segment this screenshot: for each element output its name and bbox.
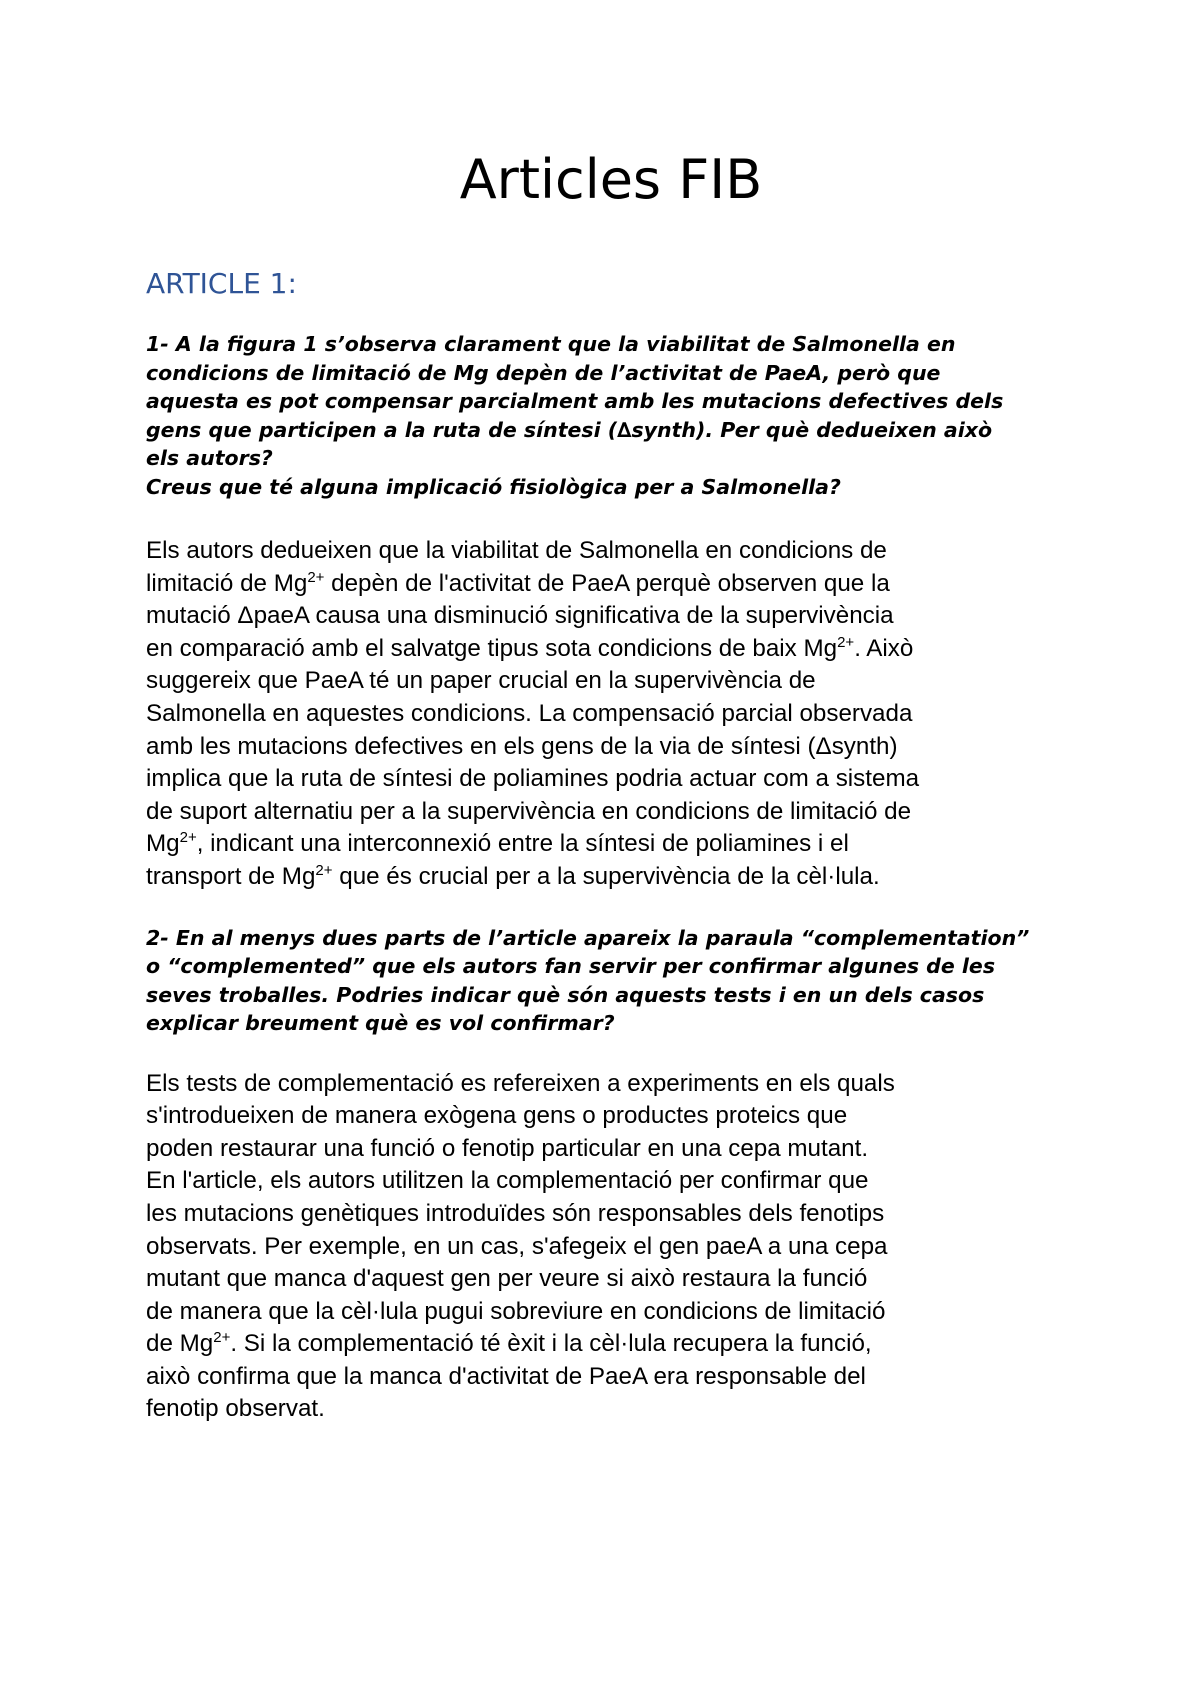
document-title: Articles FIB [459, 148, 763, 211]
answer-2-line: fenotip observat. [146, 1395, 325, 1423]
question-2 [146, 924, 1076, 1038]
answer-1-line: en comparació amb el salvatge tipus sota condicions de baix $Mg^{2+}$. Això [146, 633, 914, 662]
superscript: 2+ [179, 829, 197, 847]
question-1 [146, 330, 1076, 501]
answer-1-line: mutació ΔpaeA causa una disminució significativa de la supervivència [146, 602, 894, 630]
answer-2-line: En l'article, els autors utilitzen la complementació per confirmar que [146, 1167, 869, 1195]
superscript: 2+ [315, 861, 333, 879]
superscript: 2+ [307, 568, 325, 586]
answer-1-line: limitació de $Mg^{2+}$ depèn de l'activitat de PaeA perquè observen que la [146, 568, 890, 597]
answer-1-line: de suport alternatiu per a la supervivència en condicions de limitació de [146, 797, 912, 825]
section-heading-article-1: ARTICLE 1: [146, 267, 297, 300]
answer-2-line: s'introdueixen de manera exògena gens o productes proteics que [146, 1102, 848, 1130]
answer-1-line: implica que la ruta de síntesi de poliamines podria actuar com a sistema [146, 765, 920, 793]
answer-1-line: Els autors dedueixen que la viabilitat de Salmonella en condicions de [146, 537, 887, 564]
superscript: 2+ [837, 633, 855, 651]
question-2-line: o “complemented” que els autors fan servir per confirmar algunes de les [146, 954, 996, 979]
question-1-line: els autors? [146, 446, 273, 470]
question-1-line: condicions de limitació de Mg depèn de l’activitat de PaeA, però que [146, 360, 941, 385]
superscript: 2+ [213, 1329, 231, 1347]
answer-2-line: això confirma que la manca d'activitat de PaeA era responsable del [146, 1362, 866, 1390]
question-1-line: 1- A la figura 1 s’observa clarament que la viabilitat de Salmonella en [146, 332, 956, 356]
document-body [146, 140, 1076, 1426]
question-1-line: gens que participen a la ruta de síntesi (∆synth). Per què dedueixen això [146, 417, 993, 442]
answer-2-line: de manera que la cèl·lula pugui sobreviure en condicions de limitació [146, 1297, 886, 1325]
question-1-line: Creus que té alguna implicació fisiològica per a Salmonella? [146, 474, 841, 499]
question-2-line: explicar breument què es vol confirmar? [146, 1011, 615, 1036]
question-1-line: aquesta es pot compensar parcialment amb les mutacions defectives dels [146, 389, 1004, 413]
question-2-line: 2- En al menys dues parts de l’article apareix la paraula “complementation” [146, 925, 1030, 950]
answer-2-line: observats. Per exemple, en un cas, s'afegeix el gen paeA a una cepa [146, 1232, 888, 1260]
answer-2 [146, 1068, 1076, 1427]
answer-1-line: transport de $Mg^{2+}$ que és crucial per a la supervivència de la cèl·lula. [146, 861, 880, 890]
answer-1 [146, 535, 1076, 894]
answer-1-line: suggereix que PaeA té un paper crucial en la supervivència de [146, 667, 816, 695]
answer-2-line: de $Mg^{2+}$. Si la complementació té èxit i la cèl·lula recupera la funció, [146, 1329, 872, 1358]
answer-2-line: Els tests de complementació es refereixen a experiments en els quals [146, 1069, 895, 1097]
answer-2-line: les mutacions genètiques introduïdes són responsables dels fenotips [146, 1199, 885, 1227]
answer-1-line: Salmonella en aquestes condicions. La compensació parcial observada [146, 699, 913, 727]
answer-1-line: $Mg^{2+}$, indicant una interconnexió entre la síntesi de poliamines i el [146, 829, 849, 858]
question-2-line: seves troballes. Podries indicar què són aquests tests i en un dels casos [146, 982, 985, 1007]
answer-2-line: mutant que manca d'aquest gen per veure si això restaura la funció [146, 1265, 868, 1293]
answer-1-line: amb les mutacions defectives en els gens de la via de síntesi (Δsynth) [146, 732, 898, 760]
answer-2-line: poden restaurar una funció o fenotip particular en una cepa mutant. [146, 1134, 869, 1162]
